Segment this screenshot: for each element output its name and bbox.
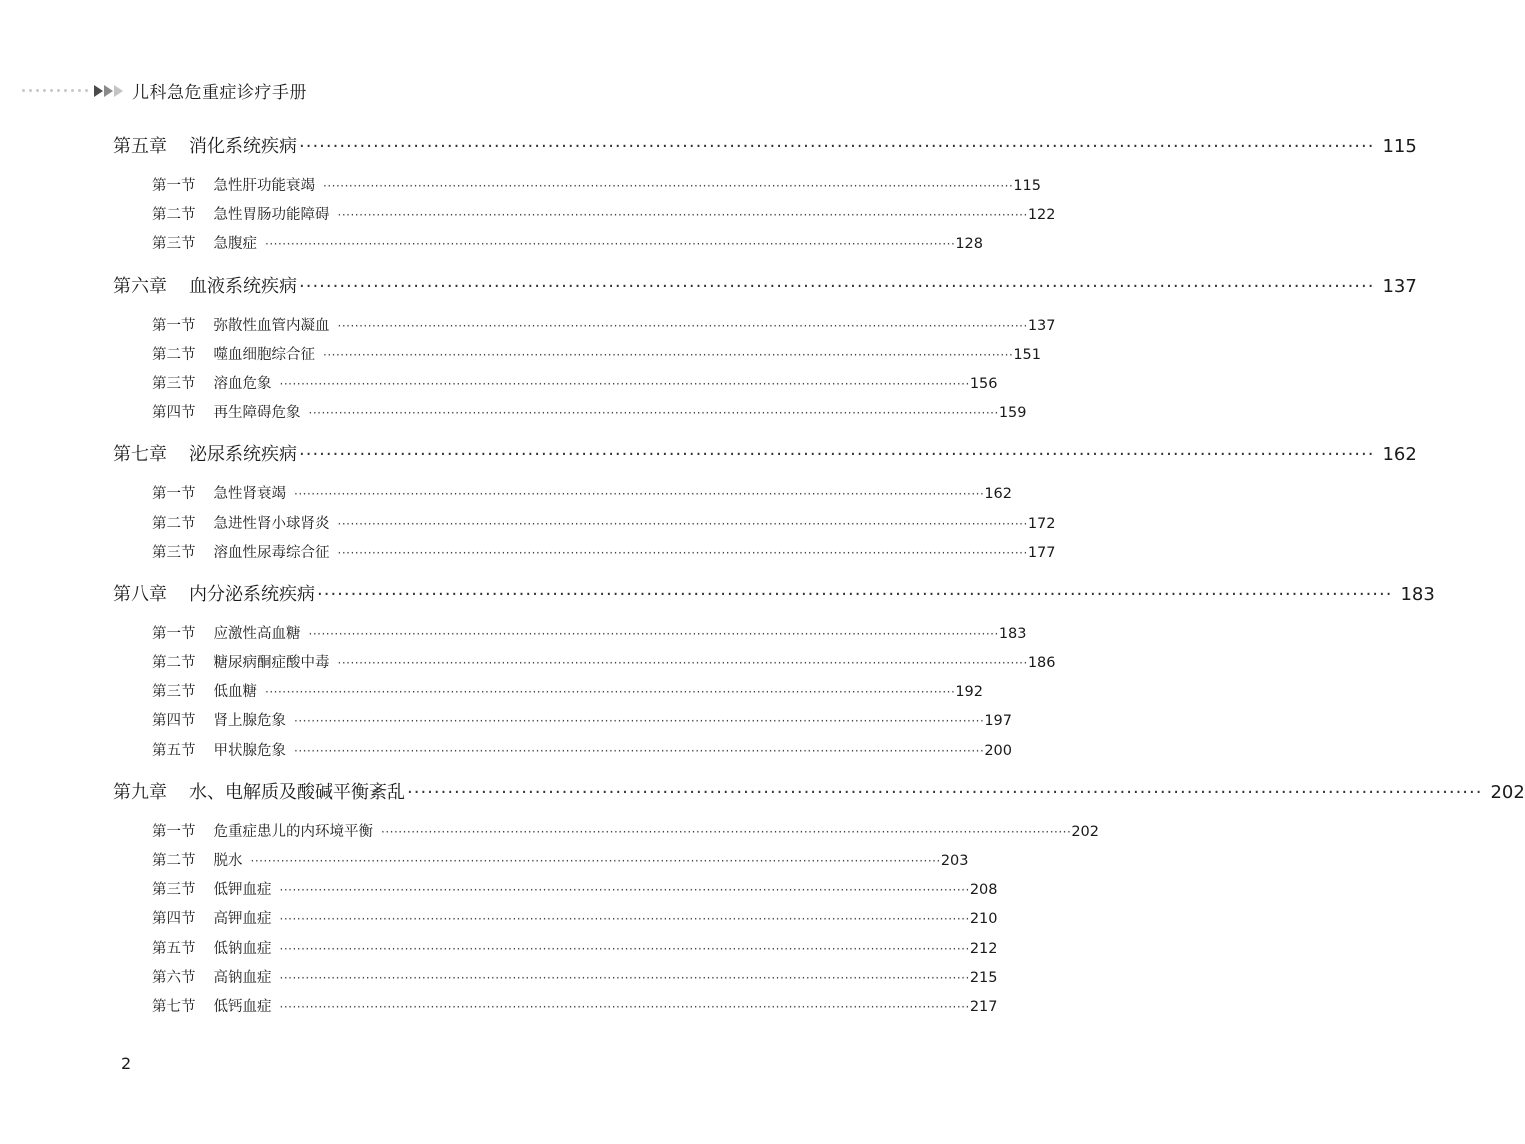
section-title: 弥散性血管内凝血	[213, 317, 330, 334]
section-entry[interactable]	[113, 820, 1099, 849]
section-number: 第三节	[152, 882, 196, 899]
leader-dots: ································································································································································	[279, 941, 970, 956]
section-entry[interactable]	[113, 482, 1012, 511]
chapter-page: 202	[1490, 781, 1525, 803]
chapter-entry	[113, 778, 1525, 1034]
chapter-number: 第九章	[113, 781, 167, 803]
section-entry[interactable]	[113, 622, 1027, 651]
section-entry[interactable]	[113, 878, 998, 907]
section-entry[interactable]	[113, 343, 1041, 372]
section-title: 脱水	[213, 853, 243, 869]
section-page: 137	[1027, 317, 1056, 334]
section-title: 糖尿病酮症酸中毒	[213, 655, 330, 672]
section-entry[interactable]	[113, 849, 969, 878]
section-page: 115	[1013, 178, 1041, 194]
leader-dots: ································································································································································	[407, 781, 1483, 803]
section-entry[interactable]	[113, 372, 998, 401]
chapter-heading[interactable]	[113, 580, 1435, 612]
chapter-page: 137	[1382, 275, 1417, 297]
section-page: 212	[969, 940, 998, 957]
leader-dots: ································································································································································	[317, 583, 1393, 605]
leader-dots: ································································································································································	[279, 970, 970, 985]
leader-dots: ································································································································································	[279, 999, 970, 1014]
section-number: 第一节	[152, 178, 196, 194]
section-entry[interactable]	[113, 995, 998, 1024]
section-title: 危重症患儿的内环境平衡	[213, 823, 373, 840]
leader-dots: ································································································································································	[294, 743, 985, 758]
chapter-number: 第五章	[113, 136, 167, 157]
leader-dots: ································································································································································	[299, 275, 1375, 297]
section-entry[interactable]	[113, 314, 1056, 343]
leader-dots: ································································································································································	[337, 208, 1028, 223]
section-list	[113, 810, 1099, 1034]
section-page: 210	[969, 911, 998, 928]
section-number: 第六节	[152, 969, 196, 986]
leader-dots: ································································································································································	[299, 136, 1375, 157]
chapter-title: 血液系统疾病	[189, 275, 297, 297]
section-entry[interactable]	[113, 739, 1012, 768]
leader-dots: ································································································································································	[279, 912, 970, 927]
section-title: 噬血细胞综合征	[213, 346, 315, 363]
chapter-number: 第七章	[113, 444, 167, 466]
section-page: 128	[955, 236, 983, 253]
section-title: 再生障碍危象	[213, 405, 301, 422]
section-entry[interactable]	[113, 709, 1012, 738]
section-page: 172	[1027, 515, 1056, 532]
section-title: 急性胃肠功能障碍	[213, 207, 330, 224]
chapter-heading[interactable]	[113, 132, 1417, 164]
section-page: 177	[1027, 544, 1056, 561]
section-title: 急性肾衰竭	[213, 486, 286, 503]
section-page: 183	[998, 625, 1027, 642]
section-title: 低钠血症	[213, 940, 272, 957]
section-page: 186	[1027, 655, 1056, 672]
section-title: 低钙血症	[213, 998, 272, 1015]
section-list	[113, 472, 1056, 580]
section-entry[interactable]	[113, 651, 1056, 680]
chapter-title: 内分泌系统疾病	[189, 583, 315, 605]
leader-dots: ································································································································································	[323, 347, 1014, 362]
chapter-entry	[113, 132, 1417, 272]
chapter-page: 162	[1382, 444, 1417, 466]
section-title: 肾上腺危象	[213, 713, 286, 730]
section-page: 200	[984, 742, 1012, 759]
section-title: 高钠血症	[213, 969, 272, 986]
section-page: 156	[969, 375, 998, 392]
section-list	[113, 164, 1056, 272]
leader-dots: ································································································································································	[265, 685, 956, 700]
section-number: 第四节	[152, 911, 196, 928]
section-number: 第五节	[152, 742, 196, 759]
section-number: 第三节	[152, 684, 196, 701]
leader-dots: ································································································································································	[337, 656, 1028, 671]
section-number: 第四节	[152, 405, 196, 422]
section-title: 急性肝功能衰竭	[213, 178, 315, 194]
chapter-number: 第六章	[113, 275, 167, 297]
chapter-title: 水、电解质及酸碱平衡紊乱	[189, 781, 405, 803]
section-list	[113, 612, 1056, 778]
leader-dots: ································································································································································	[308, 626, 999, 641]
section-page: 192	[955, 684, 983, 701]
section-number: 第三节	[152, 544, 196, 561]
section-number: 第二节	[152, 207, 196, 224]
leader-dots: ································································································································································	[337, 516, 1028, 531]
leader-dots: ································································································································································	[323, 179, 1014, 193]
chapter-entry	[113, 580, 1435, 778]
chapter-entry	[113, 440, 1417, 580]
page-number: 2	[121, 1054, 132, 1073]
section-page: 159	[998, 405, 1027, 422]
section-number: 第二节	[152, 515, 196, 532]
table-of-contents	[113, 132, 1525, 1034]
section-number: 第二节	[152, 853, 196, 869]
section-entry[interactable]	[113, 232, 983, 261]
leader-dots: ································································································································································	[337, 545, 1028, 560]
section-title: 急进性肾小球肾炎	[213, 515, 330, 532]
section-number: 第一节	[152, 317, 196, 334]
leader-dots: ································································································································································	[265, 237, 956, 252]
section-entry[interactable]	[113, 174, 1041, 203]
section-page: 208	[969, 882, 998, 899]
header-dots-decoration	[22, 89, 92, 92]
section-title: 低钾血症	[213, 882, 272, 899]
section-number: 第二节	[152, 346, 196, 363]
section-list	[113, 304, 1056, 441]
chapter-heading[interactable]	[113, 272, 1417, 304]
section-entry[interactable]	[113, 907, 998, 936]
leader-dots: ································································································································································	[294, 714, 985, 729]
section-number: 第四节	[152, 713, 196, 730]
section-entry[interactable]	[113, 680, 983, 709]
section-title: 急腹症	[213, 236, 257, 253]
section-number: 第三节	[152, 236, 196, 253]
section-entry[interactable]	[113, 966, 998, 995]
leader-dots: ································································································································································	[279, 376, 970, 391]
chapter-page: 115	[1382, 136, 1417, 157]
section-entry[interactable]	[113, 401, 1027, 430]
chapter-title: 消化系统疾病	[189, 136, 297, 157]
section-title: 溶血危象	[213, 375, 272, 392]
leader-dots: ································································································································································	[381, 824, 1072, 839]
leader-dots: ································································································································································	[308, 406, 999, 421]
section-title: 甲状腺危象	[213, 742, 286, 759]
section-number: 第五节	[152, 940, 196, 957]
section-title: 低血糖	[213, 684, 257, 701]
section-number: 第三节	[152, 375, 196, 392]
chapter-page: 183	[1400, 583, 1435, 605]
section-title: 溶血性尿毒综合征	[213, 544, 330, 561]
section-title: 高钾血症	[213, 911, 272, 928]
section-entry[interactable]	[113, 512, 1056, 541]
leader-dots: ································································································································································	[337, 318, 1028, 333]
section-page: 202	[1071, 823, 1099, 840]
section-page: 217	[969, 998, 998, 1015]
section-title: 应激性高血糖	[213, 625, 301, 642]
section-page: 151	[1013, 346, 1041, 363]
section-page: 215	[969, 969, 998, 986]
chapter-heading[interactable]	[113, 440, 1417, 472]
section-page: 162	[984, 486, 1012, 503]
leader-dots: ································································································································································	[294, 487, 985, 502]
section-page: 203	[940, 853, 969, 869]
chapter-heading[interactable]	[113, 778, 1525, 810]
section-entry[interactable]	[113, 541, 1056, 570]
chapter-entry	[113, 272, 1417, 441]
section-entry[interactable]	[113, 937, 998, 966]
section-page: 122	[1027, 207, 1056, 224]
section-number: 第一节	[152, 625, 196, 642]
running-header	[22, 78, 307, 103]
header-arrow-icon	[94, 84, 124, 98]
book-title: 儿科急危重症诊疗手册	[132, 83, 307, 103]
section-number: 第一节	[152, 486, 196, 503]
leader-dots: ································································································································································	[299, 444, 1375, 466]
chapter-number: 第八章	[113, 583, 167, 605]
leader-dots: ································································································································································	[250, 854, 941, 868]
section-number: 第一节	[152, 823, 196, 840]
chapter-title: 泌尿系统疾病	[189, 444, 297, 466]
section-number: 第七节	[152, 998, 196, 1015]
section-page: 197	[984, 713, 1012, 730]
leader-dots: ································································································································································	[279, 883, 970, 898]
section-number: 第二节	[152, 655, 196, 672]
section-entry[interactable]	[113, 203, 1056, 232]
